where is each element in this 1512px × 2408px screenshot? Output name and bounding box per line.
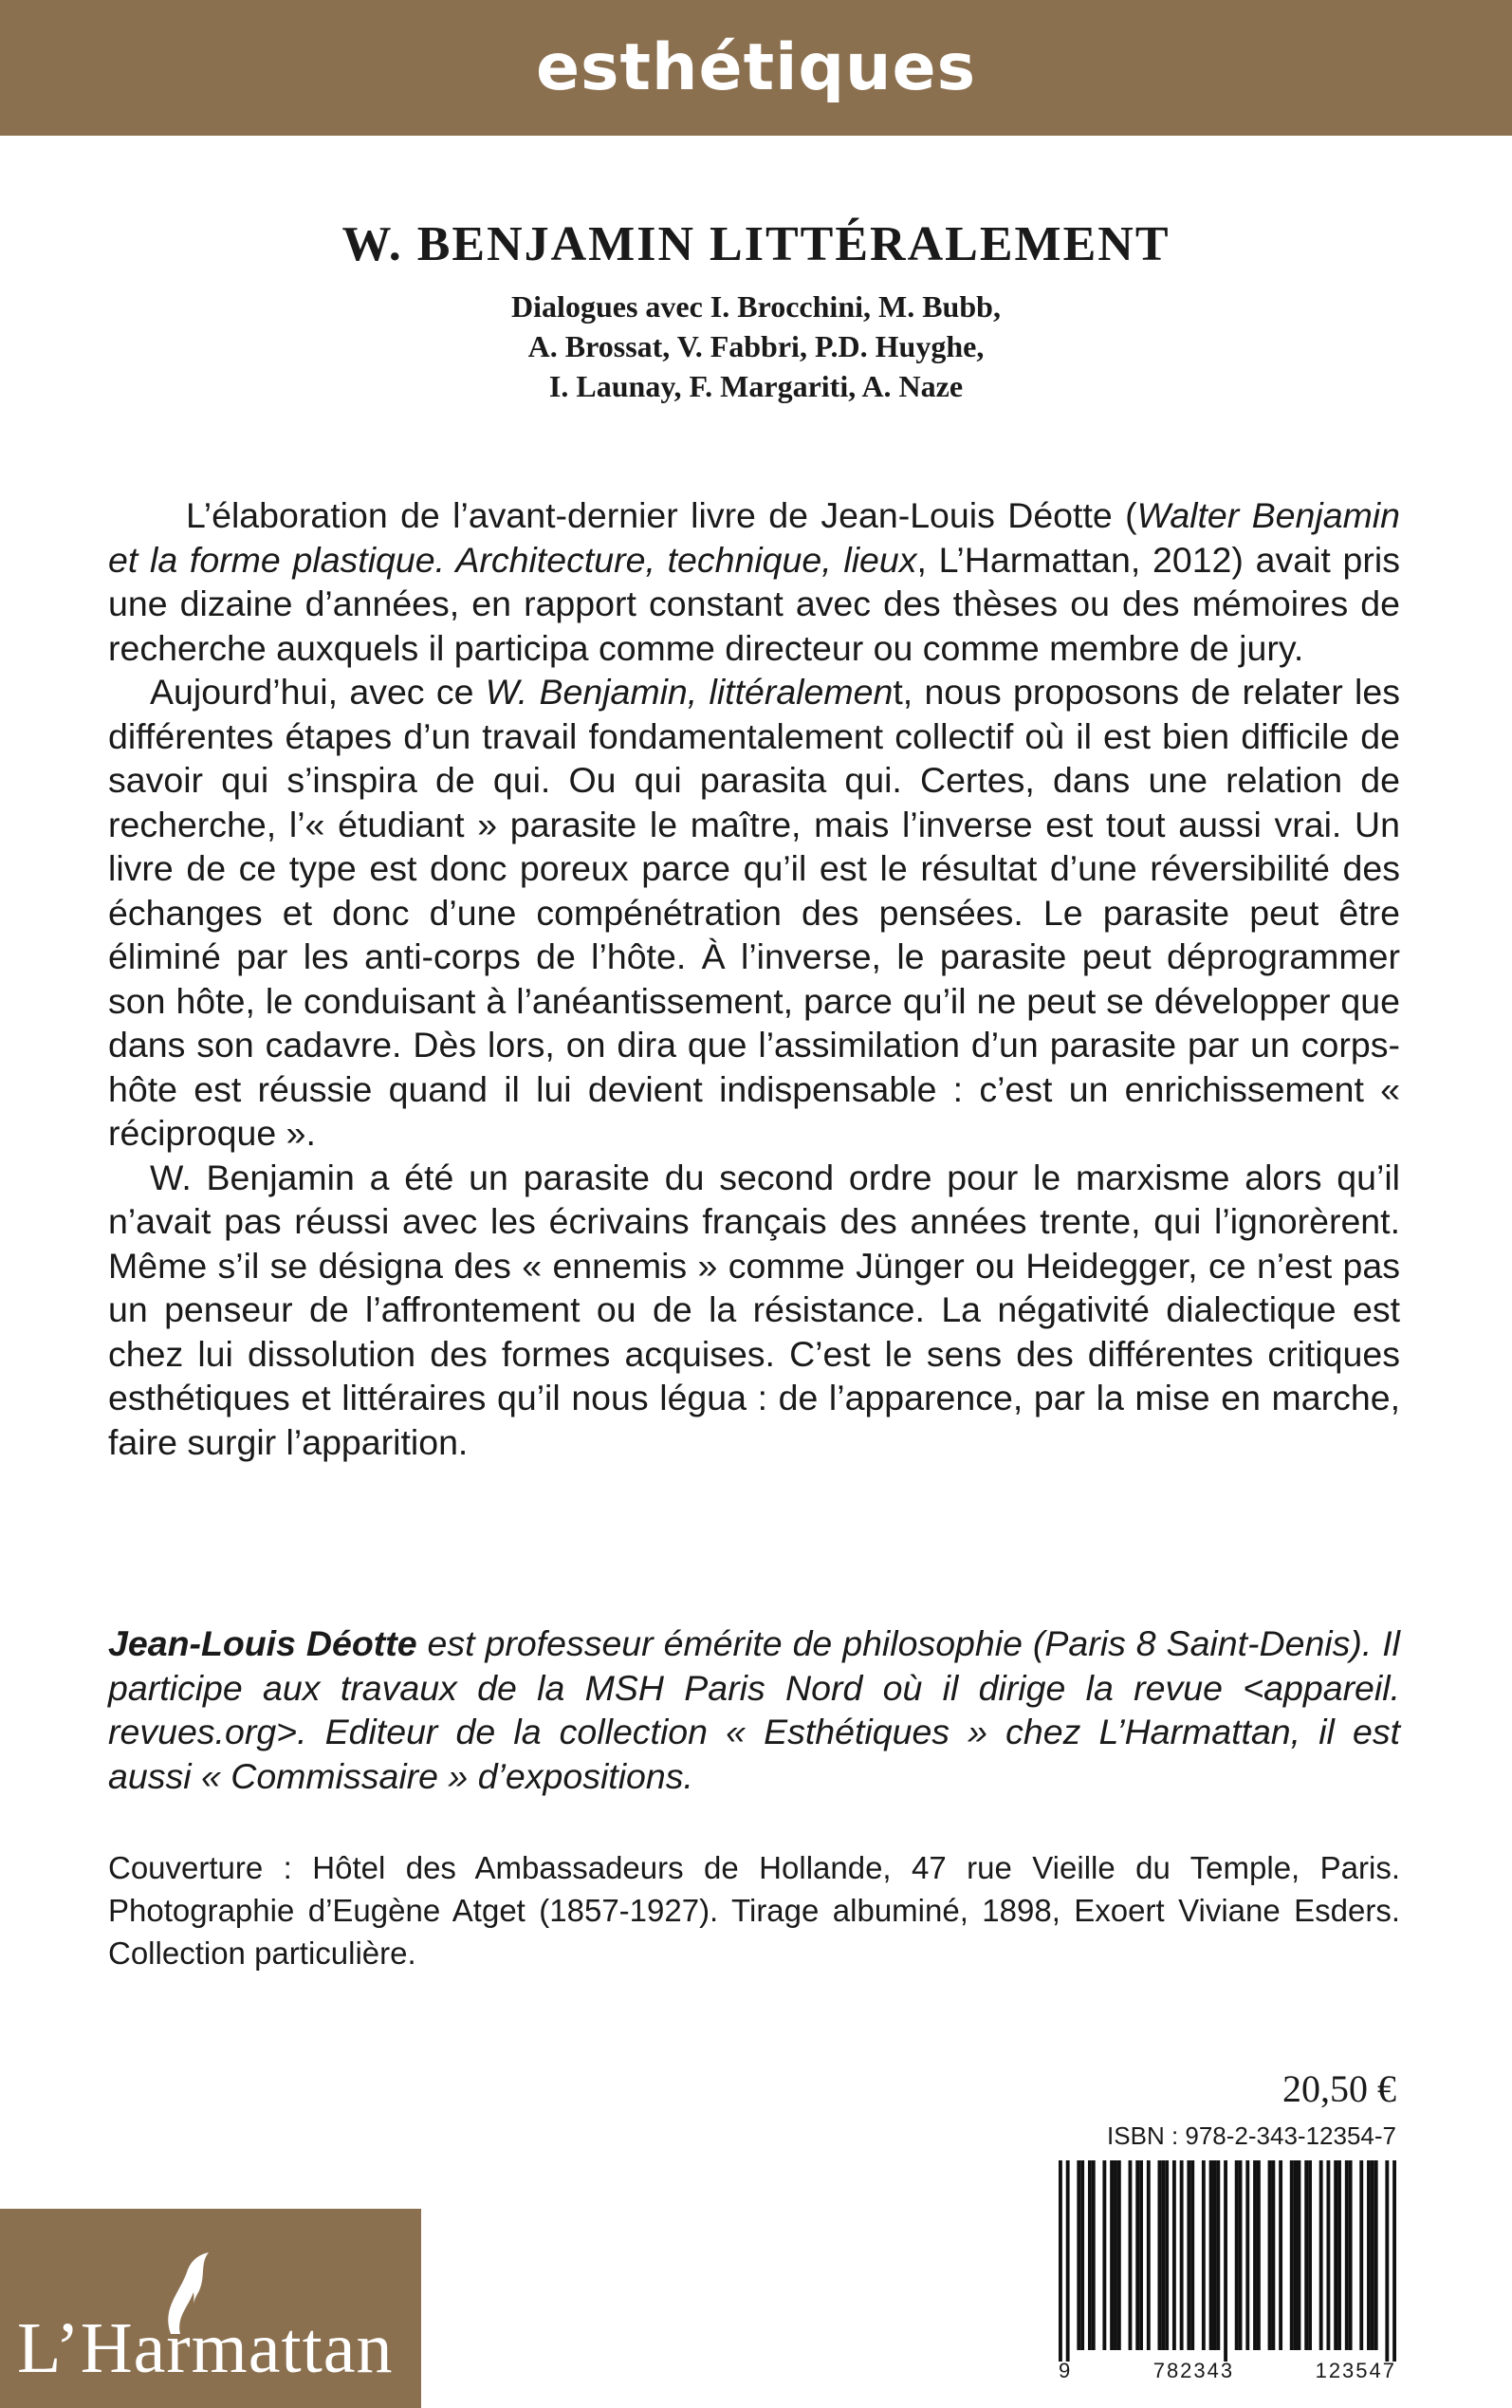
barcode bbox=[1059, 2160, 1396, 2371]
barcode-bar bbox=[1385, 2160, 1389, 2362]
barcode-bar bbox=[1290, 2160, 1294, 2350]
blurb bbox=[108, 493, 1400, 1464]
barcode-bar bbox=[1117, 2160, 1121, 2350]
barcode-bar bbox=[1202, 2160, 1206, 2350]
barcode-bar bbox=[1216, 2160, 1220, 2350]
barcode-bar bbox=[1224, 2160, 1227, 2362]
barcode-bar bbox=[1294, 2160, 1298, 2350]
author-name: Jean-Louis Déotte bbox=[108, 1623, 417, 1663]
barcode-bar bbox=[1180, 2160, 1184, 2350]
barcode-bar bbox=[1304, 2160, 1308, 2350]
series-title: esthétiques bbox=[535, 30, 977, 105]
barcode-bar bbox=[1088, 2160, 1092, 2350]
barcode-bar bbox=[1235, 2160, 1239, 2350]
barcode-bar bbox=[1129, 2160, 1133, 2350]
barcode-bar bbox=[1165, 2160, 1169, 2350]
price: 20,50 € bbox=[1282, 2067, 1396, 2110]
barcode-bar bbox=[1245, 2160, 1249, 2350]
barcode-bar bbox=[1319, 2160, 1323, 2350]
barcode-bars bbox=[1059, 2160, 1396, 2362]
barcode-digit-group: 123547 bbox=[1315, 2359, 1396, 2382]
barcode-bar bbox=[1190, 2160, 1194, 2350]
barcode-bar bbox=[1371, 2160, 1374, 2350]
barcode-bar bbox=[1279, 2160, 1282, 2350]
barcode-bar bbox=[1102, 2160, 1106, 2350]
cover-credits: Couverture : Hôtel des Ambassadeurs de Hollande, 47 rue Vieille du Temple, Paris. Photographie d’Eugène Atget (1857-1927). Tirage albuminé, 1898, Exoert Viviane Esders. Collection particulière. bbox=[108, 1850, 1400, 1971]
blurb-paragraph-3: W. Benjamin a été un parasite du second ordre pour le marxisme alors qu’il n’avait pas réussi avec les écrivains français des années trente, qui l’ignorèrent. Même s’il se désigna des « ennemis » comme Jünger ou Heidegger, ce n’est pas un penseur de l’affrontement ou de la résistance. La négativité dialectique est chez lui dissolution des formes acquises. C’est le sens des différentes critiques esthétiques et littéraires qu’il nous légua : de l’apparence, par la mise en marche, faire surgir l’apparition. bbox=[108, 1157, 1400, 1462]
subtitle-line: Dialogues avec I. Brocchini, M. Bubb, bbox=[511, 289, 1001, 324]
barcode-bar bbox=[1271, 2160, 1275, 2350]
barcode-bar bbox=[1066, 2160, 1070, 2362]
barcode-bar bbox=[1239, 2160, 1243, 2350]
barcode-bar bbox=[1326, 2160, 1330, 2350]
barcode-bar bbox=[1187, 2160, 1190, 2350]
barcode-digit-group: 782343 bbox=[1152, 2359, 1235, 2382]
barcode-bar bbox=[1253, 2160, 1257, 2350]
blurb-paragraph-1: L’élaboration de l’avant-dernier livre de Jean-Louis Déotte (Walter Benjamin et la forme plastique. Architecture, technique, lieux, L’Harmattan, 2012) avait pris une dizaine d’années, en rapport constant avec des thèses ou des mémoires de recherche auxquels il participa comme directeur ou comme membre de jury. bbox=[108, 495, 1400, 668]
barcode-bar bbox=[1345, 2160, 1349, 2350]
barcode-bar bbox=[1213, 2160, 1217, 2350]
barcode-bar bbox=[1157, 2160, 1161, 2350]
barcode-bar bbox=[1209, 2160, 1213, 2350]
barcode-bar bbox=[1080, 2160, 1084, 2350]
series-band bbox=[0, 0, 1512, 136]
author-bio-text: est professeur émérite de philosophie (Paris 8 Saint-Denis). Il participe aux travaux de la MSH Paris Nord où il dirige la revue <appareil. revues.org>. Editeur de la collection « Esthétiques » chez L’Harmattan, il est aussi « Commissaire » d’expositions. bbox=[108, 1623, 1400, 1796]
barcode-bar bbox=[1135, 2160, 1139, 2350]
subtitle-line: A. Brossat, V. Fabbri, P.D. Huyghe, bbox=[527, 329, 985, 363]
barcode-bar bbox=[1334, 2160, 1337, 2350]
book-subtitle bbox=[0, 287, 1512, 406]
barcode-bar bbox=[1308, 2160, 1312, 2350]
barcode-bar bbox=[1268, 2160, 1272, 2350]
barcode-bar bbox=[1172, 2160, 1176, 2350]
barcode-digit-group: 9 bbox=[1059, 2359, 1073, 2382]
barcode-bar bbox=[1257, 2160, 1261, 2350]
barcode-bar bbox=[1059, 2160, 1062, 2362]
barcode-bar bbox=[1161, 2160, 1165, 2350]
barcode-bar bbox=[1359, 2160, 1363, 2350]
blurb-paragraph-2: Aujourd’hui, avec ce W. Benjamin, littéralement, nous proposons de relater les différentes étapes d’un travail fondamentalement collectif où il est bien difficile de savoir qui s’inspira de qui. Ou qui parasita qui. Certes, dans une relation de recherche, l’« étudiant » parasite le maître, mais l’inverse est tout aussi vrai. Un livre de ce type est donc poreux parce qu’il est le résultat d’une réversibilité des échanges et donc d’une compénétration des pensées. Le parasite peut être éliminé par les anti-corps de l’hôte. À l’inverse, le parasite peut déprogrammer son hôte, le conduisant à l’anéantissement, parce qu’il ne peut se développer que dans son cadavre. Dès lors, on dira que l’assimilation d’un parasite par un corps-hôte est réussie quand il lui devient indispensable : c’est un enrichissement « réciproque ». bbox=[108, 672, 1400, 1153]
barcode-bar bbox=[1077, 2160, 1080, 2350]
barcode-bar bbox=[1298, 2160, 1301, 2350]
author-bio bbox=[108, 1621, 1400, 1798]
publisher-logo: L’Harmattan bbox=[17, 2308, 394, 2388]
barcode-bar bbox=[1114, 2160, 1117, 2350]
barcode-bar bbox=[1337, 2160, 1341, 2350]
barcode-bar bbox=[1139, 2160, 1143, 2350]
barcode-bar bbox=[1392, 2160, 1396, 2362]
subtitle-line: I. Launay, F. Margariti, A. Naze bbox=[548, 369, 964, 403]
barcode-bar bbox=[1110, 2160, 1114, 2350]
isbn: ISBN : 978-2-343-12354-7 bbox=[1107, 2121, 1396, 2150]
barcode-bar bbox=[1147, 2160, 1151, 2350]
barcode-bar bbox=[1367, 2160, 1371, 2350]
barcode-bar bbox=[1092, 2160, 1096, 2350]
book-title: W. BENJAMIN LITTÉRALEMENT bbox=[341, 217, 1171, 271]
barcode-bar bbox=[1374, 2160, 1378, 2350]
barcode-digits bbox=[1059, 2359, 1396, 2383]
barcode-bar bbox=[1349, 2160, 1353, 2350]
